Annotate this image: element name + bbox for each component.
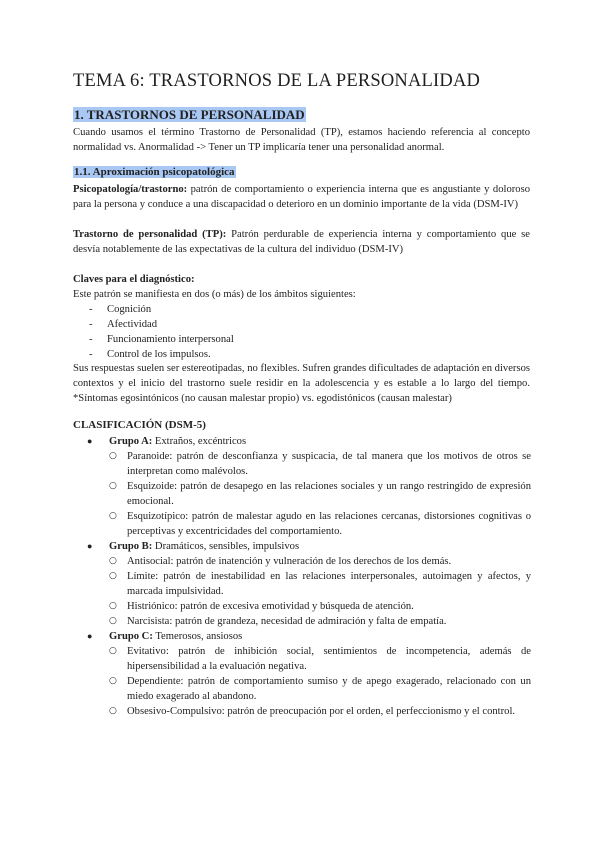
group-b-desc: Dramáticos, sensibles, impulsivos: [152, 541, 300, 552]
group-a: ● Grupo A: Extraños, excéntricos: [87, 436, 247, 447]
definition-psicopatologia-term: Psicopatología/trastorno:: [73, 184, 188, 195]
definition-tp-term: Trastorno de personalidad (TP):: [73, 229, 227, 240]
claves-heading: [73, 272, 530, 287]
claves-intro: Este patrón se manifiesta en dos (o más) de los ámbitos siguientes:: [73, 289, 356, 300]
list-item: - Cognición: [89, 304, 152, 315]
section-1-1-heading-text: 1.1. Aproximación psicopatológica: [74, 166, 235, 178]
section-1-intro: Cuando usamos el término Trastorno de Personalidad (TP), estamos haciendo referencia al concepto normalidad vs. Anormalidad -> Tener un TP implicaría tener una personalidad anormal.: [73, 127, 530, 153]
claves-note: Sus respuestas suelen ser estereotipadas, no flexibles. Sufren grandes dificultades de adaptación en diversos contextos y el inicio del trastorno suele residir en la adolescencia y es estable a lo largo del tiempo. *Síntomas egosintónicos (no causan malestar propio) vs. egodistónicos (causan malestar): [73, 363, 530, 404]
subtype-text: Narcisista: patrón de grandeza, necesidad de admiración y falta de empatía.: [127, 616, 447, 627]
list-item-text: Funcionamiento interpersonal: [107, 334, 234, 345]
subtype-obsesivo-compulsivo: ○ Obsesivo-Compulsivo: patrón de preocupación por el orden, el perfeccionismo y el control.: [109, 706, 516, 717]
definition-tp: [73, 227, 530, 257]
subtype-esquizoide: ○ Esquizoide: patrón de desapego en las relaciones sociales y un rango restringido de expresión emocional.: [109, 481, 531, 507]
subtype-antisocial: ○ Antisocial: patrón de inatención y vulneración de los derechos de los demás.: [109, 556, 452, 567]
subtype-limite: ○ Límite: patrón de inestabilidad en las relaciones interpersonales, autoimagen y afectos, y marcada impulsividad.: [109, 571, 531, 597]
subtype-text: Esquizotípico: patrón de malestar agudo en las relaciones cercanas, distorsiones cognitivas o perceptivas y excentricidades del comportamiento.: [127, 511, 531, 537]
subtype-text: Obsesivo-Compulsivo: patrón de preocupación por el orden, el perfeccionismo y el control.: [127, 706, 516, 717]
group-a-desc: Extraños, excéntricos: [152, 436, 247, 447]
group-b-name: Grupo B:: [109, 541, 153, 552]
list-item: - Funcionamiento interpersonal: [89, 334, 234, 345]
subtype-text: Histriónico: patrón de excesiva emotividad y búsqueda de atención.: [127, 601, 414, 612]
list-item-text: Afectividad: [107, 319, 158, 330]
subtype-text: Paranoide: patrón de desconfianza y suspicacia, de tal manera que los motivos de otros se interpretan como malévolos.: [127, 451, 531, 477]
subtype-histrionico: ○ Histriónico: patrón de excesiva emotividad y búsqueda de atención.: [109, 601, 414, 612]
definition-psicopatologia: [73, 182, 530, 212]
subtype-text: Antisocial: patrón de inatención y vulneración de los derechos de los demás.: [127, 556, 452, 567]
section-1-heading-text: 1. TRASTORNOS DE PERSONALIDAD: [74, 107, 305, 122]
subtype-text: Esquizoide: patrón de desapego en las relaciones sociales y un rango restringido de expresión emocional.: [127, 481, 531, 507]
subtype-text: Límite: patrón de inestabilidad en las relaciones interpersonales, autoimagen y afectos, y marcada impulsividad.: [127, 571, 531, 597]
list-item: - Control de los impulsos.: [89, 349, 211, 360]
group-c: ● Grupo C: Temerosos, ansiosos: [87, 631, 243, 642]
group-b: ● Grupo B: Dramáticos, sensibles, impulsivos: [87, 541, 300, 552]
subtype-esquizotipico: ○ Esquizotípico: patrón de malestar agudo en las relaciones cercanas, distorsiones cognitivas o perceptivas y excentricidades del comportamiento.: [109, 511, 531, 537]
subtype-narcisista: ○ Narcisista: patrón de grandeza, necesidad de admiración y falta de empatía.: [109, 616, 447, 627]
subtype-evitativo: ○ Evitativo: patrón de inhibición social, sentimientos de incompetencia, además de hipersensibilidad a la evaluación negativa.: [109, 646, 531, 672]
section-1-1-heading: [73, 166, 236, 178]
claves-heading-text: Claves para el diagnóstico:: [73, 274, 195, 285]
page-title: TEMA 6: TRASTORNOS DE LA PERSONALIDAD: [73, 71, 481, 91]
subtype-text: Evitativo: patrón de inhibición social, sentimientos de incompetencia, además de hipersensibilidad a la evaluación negativa.: [127, 646, 531, 672]
list-item-text: Control de los impulsos.: [107, 349, 211, 360]
subtype-dependiente: ○ Dependiente: patrón de comportamiento sumiso y de apego exagerado, relacionado con un miedo exagerado al abandono.: [109, 676, 531, 702]
section-1-heading: [73, 107, 306, 123]
definition-tp-text: Patrón perdurable de experiencia interna y comportamiento que se desvía notablemente de las expectativas de la cultura del individuo (DSM-IV): [73, 229, 531, 255]
list-item: - Afectividad: [89, 319, 158, 330]
clasificacion-heading: CLASIFICACIÓN (DSM-5): [73, 419, 206, 431]
group-c-name: Grupo C:: [109, 631, 153, 642]
group-c-desc: Temerosos, ansiosos: [152, 631, 243, 642]
subtype-paranoide: ○ Paranoide: patrón de desconfianza y suspicacia, de tal manera que los motivos de otros se interpretan como malévolos.: [109, 451, 531, 477]
list-item-text: Cognición: [107, 304, 152, 315]
subtype-text: Dependiente: patrón de comportamiento sumiso y de apego exagerado, relacionado con un miedo exagerado al abandono.: [127, 676, 531, 702]
group-a-name: Grupo A:: [109, 436, 153, 447]
definition-psicopatologia-text: patrón de comportamiento o experiencia interna que es angustiante y doloroso para la persona y conduce a una discapacidad o deterioro en un dominio importante de la vida (DSM-IV): [73, 184, 530, 210]
